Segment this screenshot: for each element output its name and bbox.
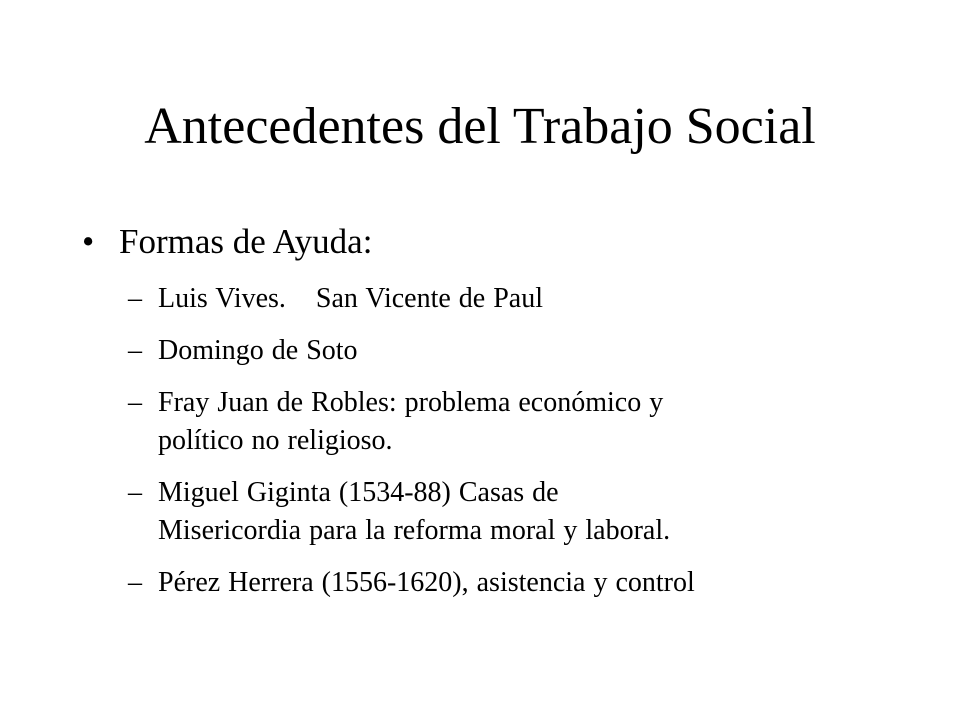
list-item-miguel-giginta — [128, 474, 918, 550]
list-item-perez-herrera — [128, 564, 918, 602]
list-item-line — [158, 280, 918, 318]
dash-icon: – — [128, 283, 142, 314]
list-item-line: Pérez Herrera (1556-1620), asistencia y control — [158, 567, 695, 598]
list-item-fray-juan-de-robles — [128, 384, 918, 460]
sub-list — [128, 280, 918, 616]
dash-icon: – — [128, 477, 142, 508]
list-item-line: Domingo de Soto — [158, 335, 358, 366]
bullet-text: Formas de Ayuda: — [119, 222, 373, 261]
slide-title: Antecedentes del Trabajo Social — [144, 98, 816, 155]
list-item-line: Misericordia para la reforma moral y laboral. — [158, 515, 671, 546]
bullet-icon: • — [82, 222, 95, 261]
list-item-line: político no religioso. — [158, 425, 393, 456]
list-item-line: Fray Juan de Robles: problema económico y — [158, 387, 664, 418]
list-item-domingo-de-soto — [128, 332, 918, 370]
dash-icon: – — [128, 335, 142, 366]
list-item-luis-vives — [128, 280, 918, 318]
list-item-text: Luis Vives. — [158, 283, 286, 314]
list-item-line: Miguel Giginta (1534-88) Casas de — [158, 477, 559, 508]
list-item-extra-text: San Vicente de Paul — [315, 283, 544, 314]
bullet-forms-of-help — [82, 220, 902, 264]
dash-icon: – — [128, 567, 142, 598]
dash-icon: – — [128, 387, 142, 418]
